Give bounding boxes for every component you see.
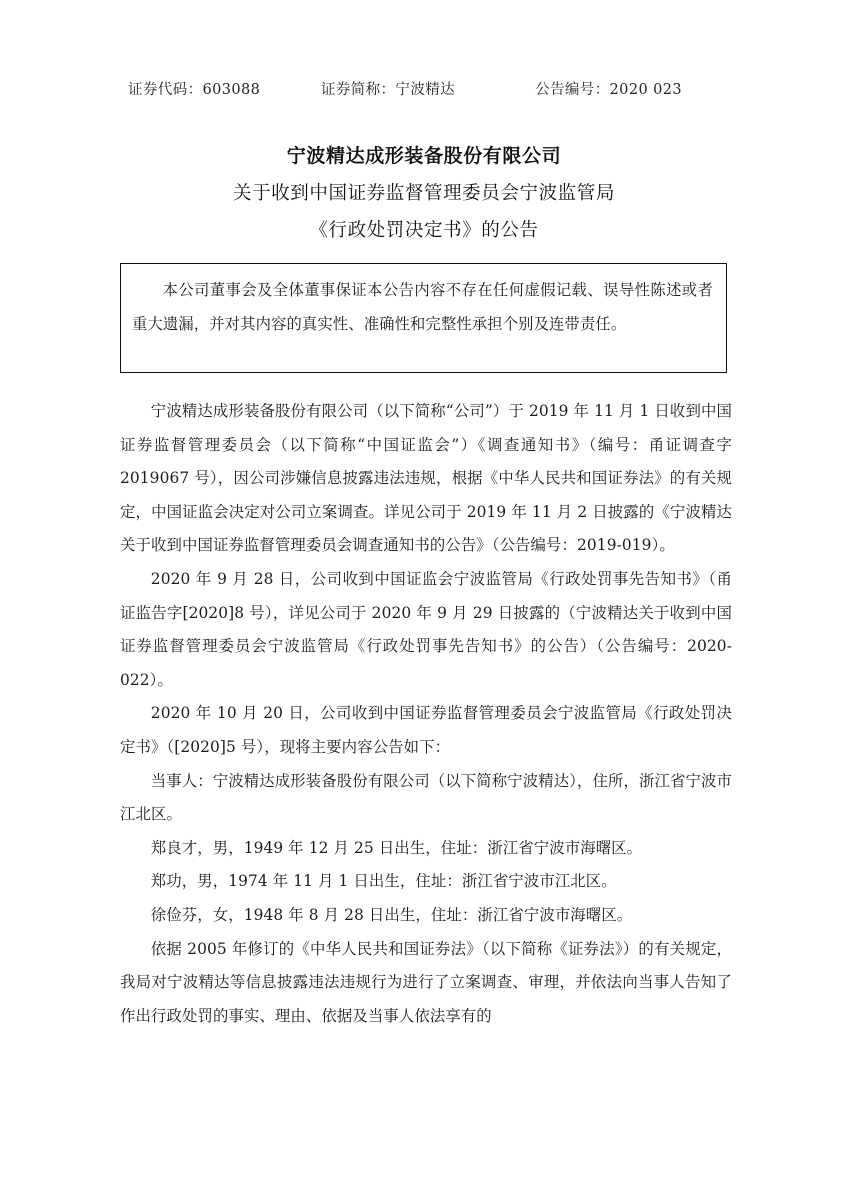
security-code: 证券代码：603088	[128, 82, 261, 98]
body-paragraph: 宁波精达成形装备股份有限公司（以下简称“公司”）于 2019 年 11 月 1 日收到中国证券监督管理委员会（以下简称“中国证监会”）《调查通知书》（编号：甬证调查字 2019067 号），因公司涉嫌信息披露违法违规，根据《中华人民共和国证券法》的有关规定，中国证监会决定对公司立案调查。详见公司于 2019 年 11 月 2 日披露的《宁波精达关于收到中国证券监督管理委员会调查通知书的公告》（公告编号：2019-019）。	[120, 402, 732, 555]
disclaimer-text: 本公司董事会及全体董事保证本公告内容不存在任何虚假记载、误导性陈述或者重大遗漏，并对其内容的真实性、准确性和完整性承担个别及连带责任。	[132, 281, 713, 333]
document-header	[128, 78, 728, 99]
title-block	[0, 138, 848, 249]
party-line: 徐俭芬，女，1948 年 8 月 28 日出生，住址：浙江省宁波市海曙区。	[150, 905, 633, 924]
body-paragraph-closing: 依据 2005 年修订的《中华人民共和国证券法》（以下简称《证券法》）的有关规定，我局对宁波精达等信息披露违法违规行为进行了立案调查、审理，并依法向当事人告知了作出行政处罚的事实、理由、依据及当事人依法享有的	[120, 939, 732, 1025]
party-line: 郑良才，男，1949 年 12 月 25 日出生，住址：浙江省宁波市海曙区。	[150, 838, 643, 857]
body-paragraph: 2020 年 10 月 20 日，公司收到中国证券监督管理委员会宁波监管局《行政处罚决定书》（[2020]5 号），现将主要内容公告如下：	[120, 704, 732, 756]
disclaimer-box	[120, 263, 727, 373]
page-title-document-name: 《行政处罚决定书》的公告	[309, 220, 539, 241]
party-line: 郑功，男，1974 年 11 月 1 日出生，住址：浙江省宁波市江北区。	[150, 872, 617, 891]
security-short-name: 证券简称：宁波精达	[320, 82, 456, 98]
announcement-number: 公告编号：2020 023	[535, 82, 682, 98]
document-body	[120, 395, 732, 1033]
page-title-company: 宁波精达成形装备股份有限公司	[286, 145, 562, 167]
page-title-subject: 关于收到中国证券监督管理委员会宁波监管局	[232, 183, 615, 204]
body-paragraph-party: 当事人：宁波精达成形装备股份有限公司（以下简称宁波精达），住所，浙江省宁波市江北区。	[120, 771, 732, 824]
body-paragraph: 2020 年 9 月 28 日，公司收到中国证监会宁波监管局《行政处罚事先告知书》（甬证监告字[2020]8 号），详见公司于 2020 年 9 月 29 日披露的（宁波精达关于收到中国证券监督管理委员会宁波监管局《行政处罚事先告知书》的公告）（公告编号：2020-022）。	[120, 569, 732, 689]
